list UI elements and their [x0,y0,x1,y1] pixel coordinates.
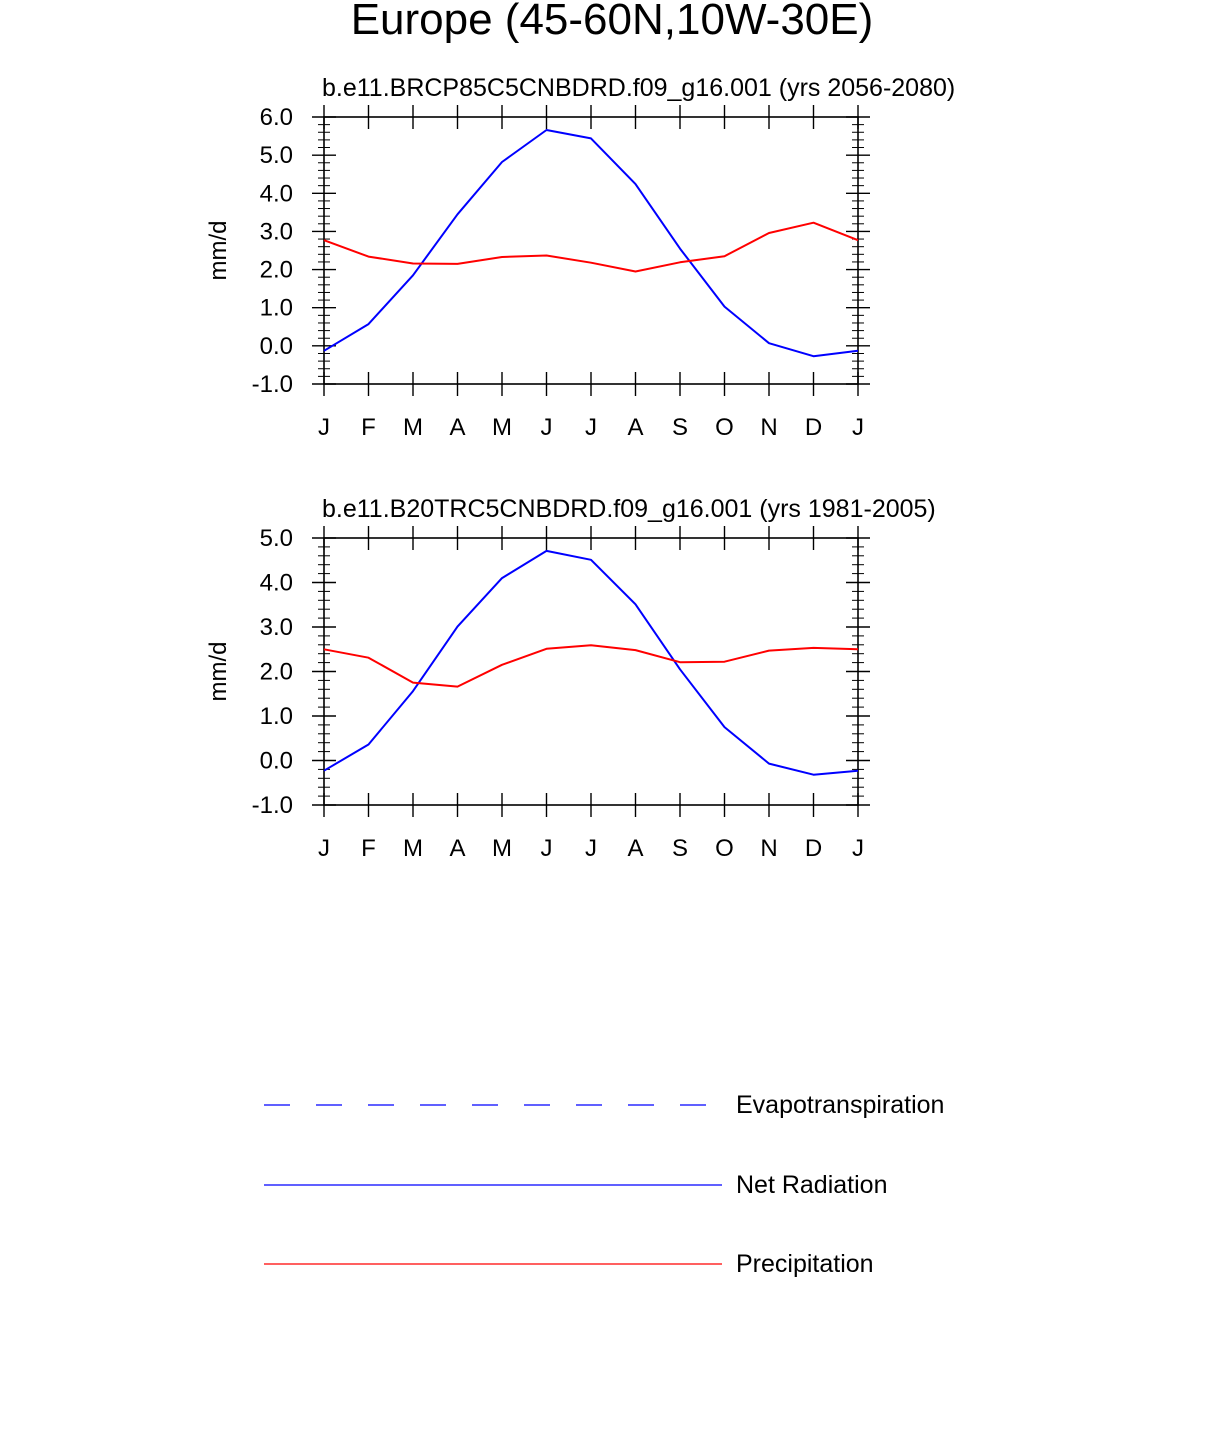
x-tick-label: J [852,835,864,862]
legend-item-evapotranspiration [264,1091,944,1119]
legend-item-net-radiation [264,1171,887,1199]
y-tick-label: 3.0 [259,614,293,641]
y-tick-label: 2.0 [259,256,293,284]
legend-label: Net Radiation [736,1171,888,1199]
y-tick-label: 0.0 [259,747,293,775]
x-tick-label: J [540,835,553,862]
x-tick-label: M [492,835,512,862]
figure-title: Europe (45-60N,10W-30E) [350,0,874,44]
y-tick-label: 6.0 [259,104,293,131]
x-tick-label: N [760,414,778,441]
y-tick-label: 1.0 [259,703,293,730]
chart-panel-1 [205,74,955,441]
series-line-precipitation [324,645,858,686]
legend-label: Evapotranspiration [736,1091,945,1119]
x-tick-label: F [361,414,376,441]
x-tick-label: A [449,414,466,441]
y-axis-label: mm/d [205,641,232,702]
x-tick-label: S [671,414,689,441]
x-tick-label: O [715,414,734,441]
series-line-precipitation [324,223,858,272]
y-tick-label: 5.0 [259,525,293,552]
y-tick-label: 4.0 [259,569,293,597]
y-tick-label: 4.0 [259,180,293,208]
y-tick-label: -1.0 [251,371,293,398]
x-tick-label: M [403,835,423,862]
y-tick-label: 3.0 [259,218,293,246]
panel-title: b.e11.BRCP85C5CNBDRD.f09_g16.001 (yrs 2056-2080) [322,74,956,102]
x-tick-label: J [852,414,864,441]
x-tick-label: J [318,414,330,441]
y-tick-label: 1.0 [259,294,293,322]
legend [264,1091,944,1278]
y-tick-label: 2.0 [259,658,293,686]
x-tick-label: J [318,835,330,862]
series-line-net-radiation [324,551,858,775]
x-tick-label: A [449,835,466,862]
x-tick-label: S [671,835,689,862]
x-tick-label: O [715,835,734,862]
x-tick-label: M [492,414,512,441]
chart-panel-2 [205,495,936,862]
legend-label: Precipitation [736,1250,874,1278]
panel-title: b.e11.B20TRC5CNBDRD.f09_g16.001 (yrs 1981-2005) [322,495,936,523]
plot-frame [324,117,858,384]
x-tick-label: J [585,835,597,862]
y-tick-label: 5.0 [259,142,293,170]
x-tick-label: A [627,835,644,862]
x-tick-label: N [760,835,778,862]
panels [205,74,955,862]
legend-item-precipitation [264,1250,874,1278]
x-tick-label: J [585,414,597,441]
y-tick-label: 0.0 [259,332,293,360]
y-tick-label: -1.0 [251,792,293,819]
x-tick-label: F [361,835,376,862]
x-tick-label: D [804,414,823,441]
x-tick-label: J [540,414,553,441]
series-line-net-radiation [324,130,858,356]
x-tick-label: D [804,835,823,862]
x-tick-label: A [627,414,644,441]
y-axis-label: mm/d [205,220,232,281]
x-tick-label: M [403,414,423,441]
